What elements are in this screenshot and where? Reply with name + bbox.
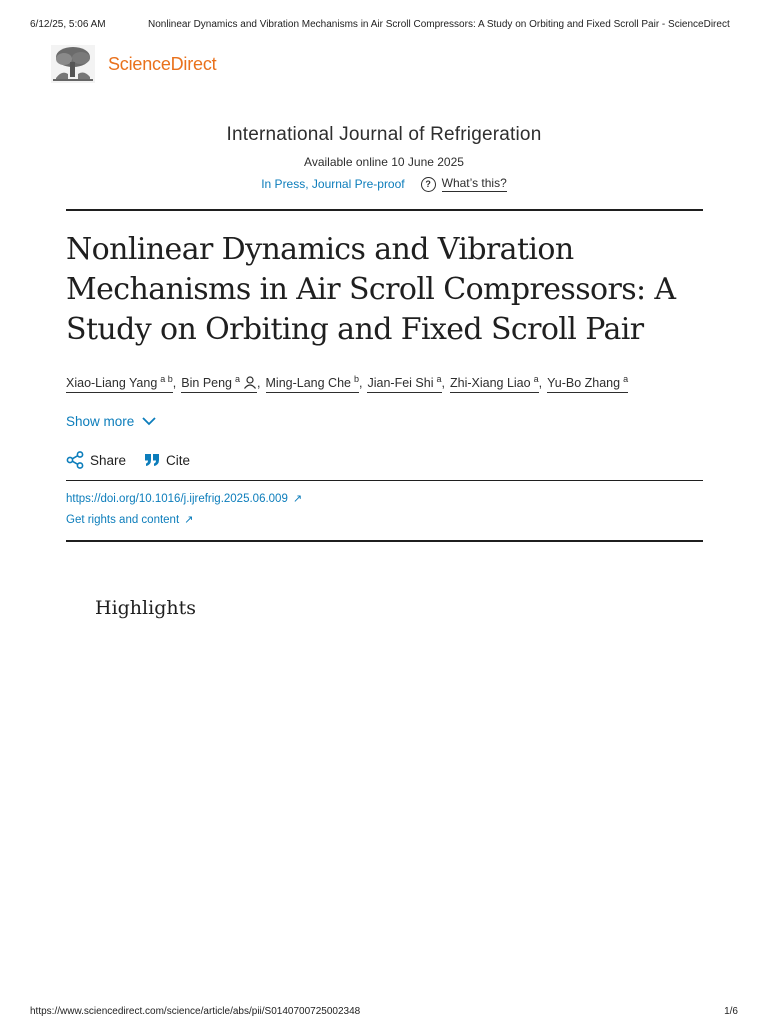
- available-online-date: Available online 10 June 2025: [304, 155, 464, 169]
- brand-name: ScienceDirect: [108, 53, 217, 74]
- print-page-title: Nonlinear Dynamics and Vibration Mechanisms in Air Scroll Compressors: A Study on Orbiting and Fixed Scroll Pair - ScienceDirect: [148, 19, 730, 30]
- highlights-heading: Highlights: [95, 597, 196, 619]
- print-page-number: 1/6: [724, 1006, 738, 1017]
- journal-title[interactable]: International Journal of Refrigeration: [226, 124, 542, 145]
- share-button[interactable]: [66, 451, 126, 469]
- sciencedirect-logo[interactable]: [50, 44, 216, 84]
- cite-label: Cite: [166, 452, 191, 468]
- article-title: Nonlinear Dynamics and Vibration Mechanisms in Air Scroll Compressors: A Study on Orbiting and Fixed Scroll Pair: [66, 232, 676, 347]
- quote-icon: [144, 453, 160, 467]
- divider: [66, 480, 703, 481]
- whats-this-label: What’s this?: [441, 176, 507, 190]
- doi-link[interactable]: https://doi.org/10.1016/j.ijrefrig.2025.06.009 ↗: [66, 492, 303, 505]
- whats-this-button[interactable]: [421, 176, 507, 192]
- author-link[interactable]: Jian-Fei Shi $^a$: [367, 374, 441, 393]
- chevron-down-icon: [142, 417, 156, 426]
- author-link[interactable]: Zhi-Xiang Liao $^a$: [450, 374, 539, 393]
- person-icon: [243, 376, 257, 389]
- elsevier-tree-icon: [50, 44, 96, 84]
- publication-status-row: [0, 176, 768, 192]
- rights-link[interactable]: Get rights and content ↗: [66, 513, 194, 526]
- divider: [66, 540, 703, 542]
- question-mark-icon: ?: [421, 177, 436, 192]
- author-link[interactable]: Xiao-Liang Yang $^{a b}$: [66, 374, 173, 393]
- article-links: [66, 492, 302, 534]
- external-link-icon: ↗: [184, 514, 194, 526]
- share-label: Share: [90, 452, 127, 468]
- show-more-button[interactable]: [66, 414, 156, 429]
- author-link[interactable]: Bin Peng $^a$: [181, 374, 257, 393]
- author-list: Xiao-Liang Yang $^{a b}$ , Bin Peng $^a$ , Ming-Lang Che $^b$ , Jian-Fei Shi $^a$ , Zhi-Xiang Liao $^a$ , Yu-Bo Zhang $^a$: [66, 374, 716, 393]
- author-link[interactable]: Yu-Bo Zhang $^a$: [547, 374, 628, 393]
- print-date: 6/12/25, 5:06 AM: [30, 19, 106, 30]
- print-url: https://www.sciencedirect.com/science/article/abs/pii/S0140700725002348: [30, 1006, 361, 1017]
- author-link[interactable]: Ming-Lang Che $^b$: [266, 374, 359, 393]
- show-more-label: Show more: [66, 414, 135, 429]
- article-actions: [66, 451, 208, 469]
- in-press-link[interactable]: In Press, Journal Pre-proof: [261, 177, 405, 191]
- share-icon: [66, 451, 84, 469]
- cite-button[interactable]: [144, 453, 190, 468]
- divider: [66, 209, 703, 211]
- external-link-icon: ↗: [292, 493, 303, 505]
